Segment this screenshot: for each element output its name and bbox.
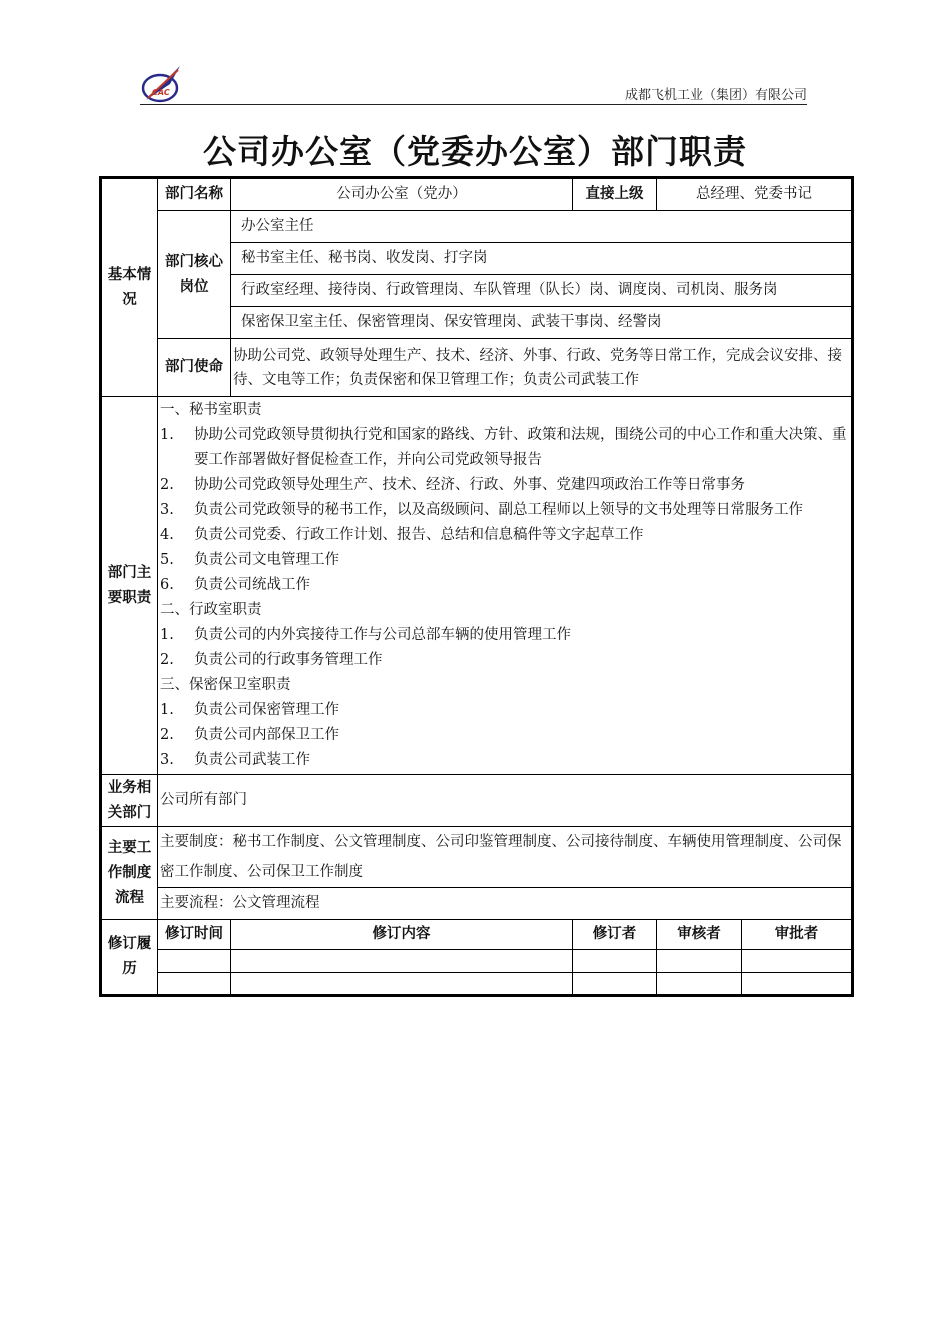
duty-number: 1. bbox=[160, 702, 174, 718]
revision-cell[interactable] bbox=[742, 973, 853, 996]
revision-cell[interactable] bbox=[573, 973, 657, 996]
mission-label: 部门使命 bbox=[158, 339, 231, 397]
duty-item bbox=[160, 573, 851, 598]
duty-table bbox=[99, 176, 854, 997]
revision-header-time: 修订时间 bbox=[158, 920, 231, 950]
duty-number: 3. bbox=[160, 502, 174, 518]
revision-cell[interactable] bbox=[158, 973, 231, 996]
core-post-row: 秘书室主任、秘书岗、收发岗、打字岗 bbox=[231, 243, 853, 275]
duty-item bbox=[160, 723, 851, 748]
duty-number: 5. bbox=[160, 552, 174, 568]
duty-text: 负责公司保密管理工作 bbox=[194, 702, 339, 718]
systems-process: 主要流程：公文管理流程 bbox=[158, 888, 853, 920]
revision-cell[interactable] bbox=[573, 950, 657, 973]
revision-cell[interactable] bbox=[742, 950, 853, 973]
duty-group-title: 三、保密保卫室职责 bbox=[160, 677, 291, 693]
duty-item bbox=[160, 648, 851, 673]
revision-cell[interactable] bbox=[657, 973, 742, 996]
revision-cell[interactable] bbox=[231, 950, 573, 973]
duty-text: 负责公司的内外宾接待工作与公司总部车辆的使用管理工作 bbox=[194, 627, 571, 643]
section-systems: 主要工作制度流程 bbox=[101, 827, 158, 920]
duty-text: 负责公司统战工作 bbox=[194, 577, 310, 593]
duty-number: 3. bbox=[160, 752, 174, 768]
revision-header-content: 修订内容 bbox=[231, 920, 573, 950]
core-post-row: 办公室主任 bbox=[231, 211, 853, 243]
revision-cell[interactable] bbox=[657, 950, 742, 973]
core-post-row: 行政室经理、接待岗、行政管理岗、车队管理（队长）岗、调度岗、司机岗、服务岗 bbox=[231, 275, 853, 307]
duty-number: 1. bbox=[160, 427, 174, 443]
revision-row bbox=[101, 973, 853, 996]
duty-item bbox=[160, 498, 851, 523]
duty-item bbox=[160, 698, 851, 723]
duty-number: 4. bbox=[160, 527, 174, 543]
dept-name-label: 部门名称 bbox=[158, 178, 231, 211]
logo-text: CAC bbox=[152, 88, 170, 97]
revision-header-checker: 审核者 bbox=[657, 920, 742, 950]
duties-content bbox=[158, 397, 853, 775]
duty-item bbox=[160, 623, 851, 648]
page-title: 公司办公室（党委办公室）部门职责 bbox=[203, 132, 747, 171]
revision-header-approver: 审批者 bbox=[742, 920, 853, 950]
duty-item bbox=[160, 423, 851, 473]
revision-header-reviser: 修订者 bbox=[573, 920, 657, 950]
header-rule bbox=[140, 104, 807, 105]
page-header bbox=[140, 62, 807, 106]
duty-item bbox=[160, 748, 851, 773]
revision-row bbox=[101, 950, 853, 973]
dept-name-value: 公司办公室（党办） bbox=[231, 178, 573, 211]
duty-group-security bbox=[160, 673, 851, 773]
duty-text: 负责公司的行政事务管理工作 bbox=[194, 652, 383, 668]
duty-text: 负责公司党政领导的秘书工作，以及高级顾问、副总工程师以上领导的文书处理等日常服务工作 bbox=[194, 502, 803, 518]
section-related: 业务相关部门 bbox=[101, 775, 158, 827]
related-value: 公司所有部门 bbox=[158, 775, 853, 827]
duty-number: 2. bbox=[160, 652, 174, 668]
duty-number: 2. bbox=[160, 727, 174, 743]
superior-value: 总经理、党委书记 bbox=[657, 178, 853, 211]
company-name: 成都飞机工业（集团）有限公司 bbox=[624, 88, 807, 103]
mission-text: 协助公司党、政领导处理生产、技术、经济、外事、行政、党务等日常工作，完成会议安排、接待、文电等工作；负责保密和保卫管理工作；负责公司武装工作 bbox=[231, 339, 853, 397]
duty-number: 1. bbox=[160, 627, 174, 643]
duty-text: 负责公司党委、行政工作计划、报告、总结和信息稿件等文字起草工作 bbox=[194, 527, 644, 543]
duty-number: 2. bbox=[160, 477, 174, 493]
revision-cell[interactable] bbox=[231, 973, 573, 996]
duty-group-title: 二、行政室职责 bbox=[160, 602, 262, 618]
duty-item bbox=[160, 523, 851, 548]
duty-item bbox=[160, 548, 851, 573]
duty-item bbox=[160, 473, 851, 498]
core-post-row: 保密保卫室主任、保密管理岗、保安管理岗、武装干事岗、经警岗 bbox=[231, 307, 853, 339]
systems-rules: 主要制度：秘书工作制度、公文管理制度、公司印鉴管理制度、公司接待制度、车辆使用管理制度、公司保密工作制度、公司保卫工作制度 bbox=[158, 827, 853, 888]
duty-text: 协助公司党政领导贯彻执行党和国家的路线、方针、政策和法规，围绕公司的中心工作和重大决策、重要工作部署做好督促检查工作，并向公司党政领导报告 bbox=[194, 427, 847, 468]
core-posts-label: 部门核心岗位 bbox=[158, 211, 231, 339]
duty-number: 6. bbox=[160, 577, 174, 593]
duty-text: 负责公司武装工作 bbox=[194, 752, 310, 768]
section-duties: 部门主要职责 bbox=[101, 397, 158, 775]
section-basic: 基本情况 bbox=[101, 178, 158, 397]
company-logo-icon bbox=[140, 62, 184, 106]
duty-text: 协助公司党政领导处理生产、技术、经济、行政、外事、党建四项政治工作等日常事务 bbox=[194, 477, 745, 493]
superior-label: 直接上级 bbox=[573, 178, 657, 211]
duty-text: 负责公司文电管理工作 bbox=[194, 552, 339, 568]
section-revision: 修订履历 bbox=[101, 920, 158, 996]
duty-text: 负责公司内部保卫工作 bbox=[194, 727, 339, 743]
duty-group-admin bbox=[160, 598, 851, 673]
revision-cell[interactable] bbox=[158, 950, 231, 973]
duty-group-secretary bbox=[160, 398, 851, 598]
duty-group-title: 一、秘书室职责 bbox=[160, 402, 262, 418]
